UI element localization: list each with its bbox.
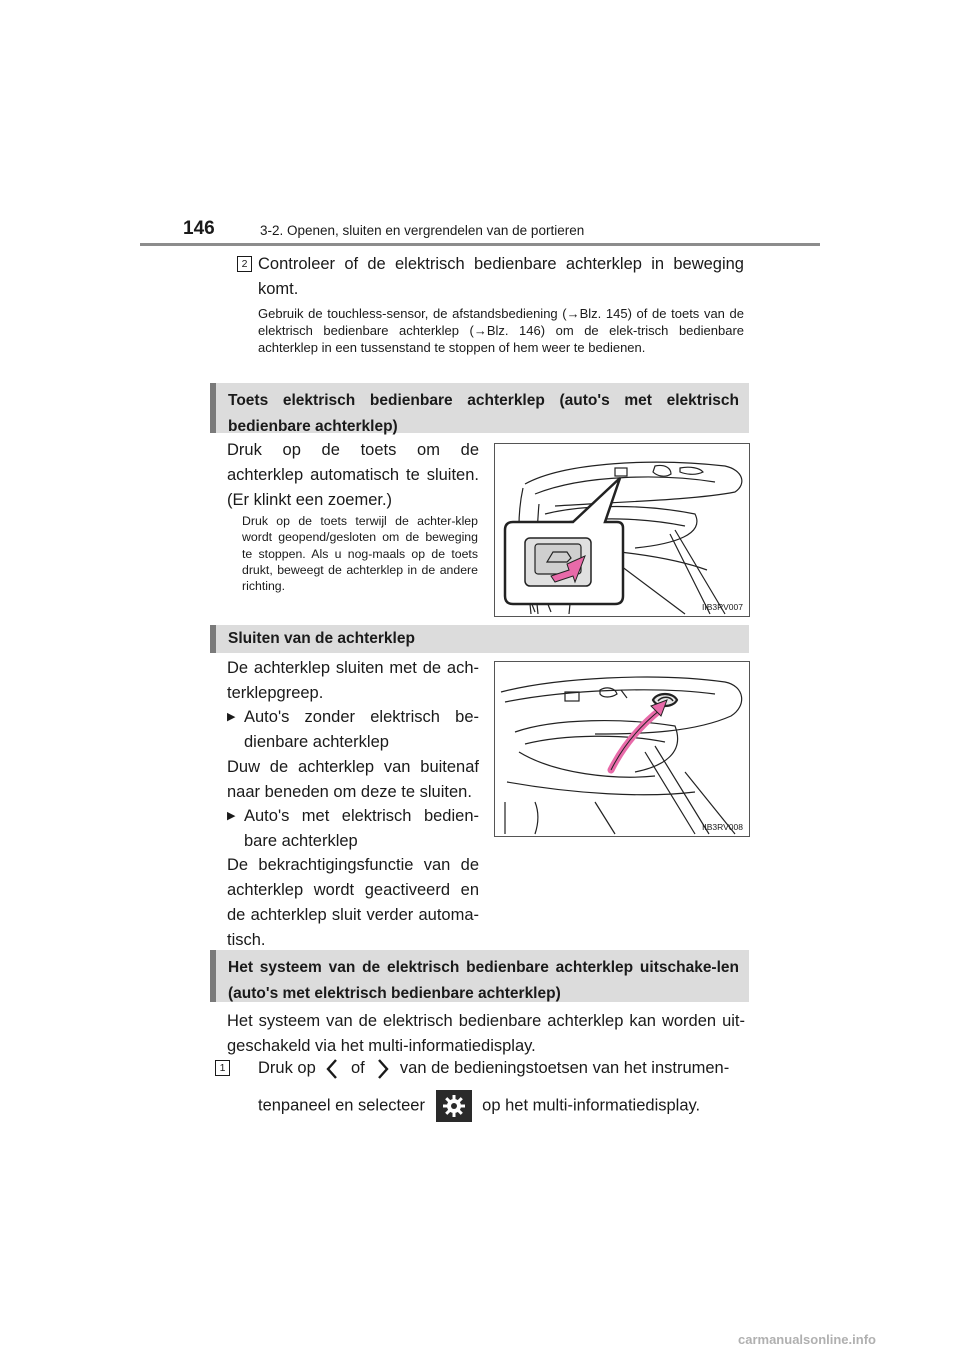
section-3-text: Het systeem van de elektrisch bedienbare achterklep kan worden uit-geschakeld via het multi-informatiedisplay.	[227, 1012, 745, 1055]
section-1-note: Druk op de toets terwijl de achter-klep wordt geopend/gesloten om de beweging te stoppen. Als u nog-maals op de toets drukt, beweegt de achterklep in de andere richting.	[242, 514, 478, 594]
triangle-bullet-icon: ▶	[227, 810, 236, 822]
section-title-power-tailgate-button: Toets elektrisch bedienbare achterklep (auto's met elektrisch bedienbare achterklep)	[210, 383, 749, 433]
chevron-left-icon	[320, 1057, 346, 1081]
breadcrumb: 3-2. Openen, sluiten en vergrendelen van de portieren	[260, 223, 585, 238]
step-number-1: 1	[215, 1060, 230, 1076]
figure-code: IIB3RV008	[702, 822, 743, 832]
section-2-text-3: De bekrachtigingsfunctie van de achterklep wordt geactiveerd en de achterklep sluit verder automa-tisch.	[227, 856, 479, 949]
step-number-2: 2	[237, 256, 252, 272]
figure-code: IIB3RV007	[702, 602, 743, 612]
step-2-text: Controleer of de elektrisch bedienbare achterklep in beweging komt.	[258, 255, 744, 298]
section-2-text-2: Duw de achterklep van buitenaf naar beneden om deze te sluiten.	[227, 758, 479, 801]
section-1-text: Druk op de toets om de achterklep automatisch te sluiten. (Er klinkt een zoemer.)	[227, 441, 479, 509]
bullet-2-text: Auto's met elektrisch bedien-bare achterklep	[244, 807, 479, 850]
step-2-note: Gebruik de touchless-sensor, de afstandsbediening (→Blz. 145) of de toets van de elektrisch bedienbare achterklep (→Blz. 146) om de elek-trisch bedienbare achterklep in een tussenstand te stoppen of hem weer te bedienen.	[258, 306, 744, 355]
watermark: carmanualsonline.info	[738, 1332, 876, 1347]
step-1-part-1: Druk op	[258, 1059, 316, 1077]
step-1-line-1	[258, 1056, 746, 1081]
step-1-part-4: tenpaneel en selecteer	[258, 1096, 425, 1115]
settings-gear-icon	[436, 1090, 472, 1122]
section-title-closing-tailgate: Sluiten van de achterklep	[210, 625, 749, 653]
section-title-disable-power-tailgate: Het systeem van de elektrisch bedienbare achterklep uitschake-len (auto's met elektrisch bedienbare achterklep)	[210, 950, 749, 1002]
step-1-part-3: van de bedieningstoetsen van het instrumen-	[399, 1059, 730, 1077]
figure-tailgate-button	[494, 443, 750, 617]
bullet-1-text: Auto's zonder elektrisch be-dienbare achterklep	[244, 708, 479, 751]
step-1-line-2	[258, 1090, 746, 1122]
step-1-part-2: of	[350, 1059, 365, 1077]
figure-tailgate-handle	[494, 661, 750, 837]
page-number: 146	[183, 218, 215, 239]
chevron-right-icon	[369, 1057, 395, 1081]
header-divider	[140, 243, 820, 246]
triangle-bullet-icon: ▶	[227, 711, 236, 723]
step-1-part-5: op het multi-informatiedisplay.	[482, 1096, 701, 1115]
tailgate-handle-illustration	[495, 662, 749, 836]
section-2-text: De achterklep sluiten met de ach-terklepgreep.	[227, 659, 479, 702]
bullet-with-power-tailgate	[227, 804, 479, 854]
tailgate-button-illustration	[495, 444, 749, 616]
bullet-without-power-tailgate	[227, 705, 479, 755]
